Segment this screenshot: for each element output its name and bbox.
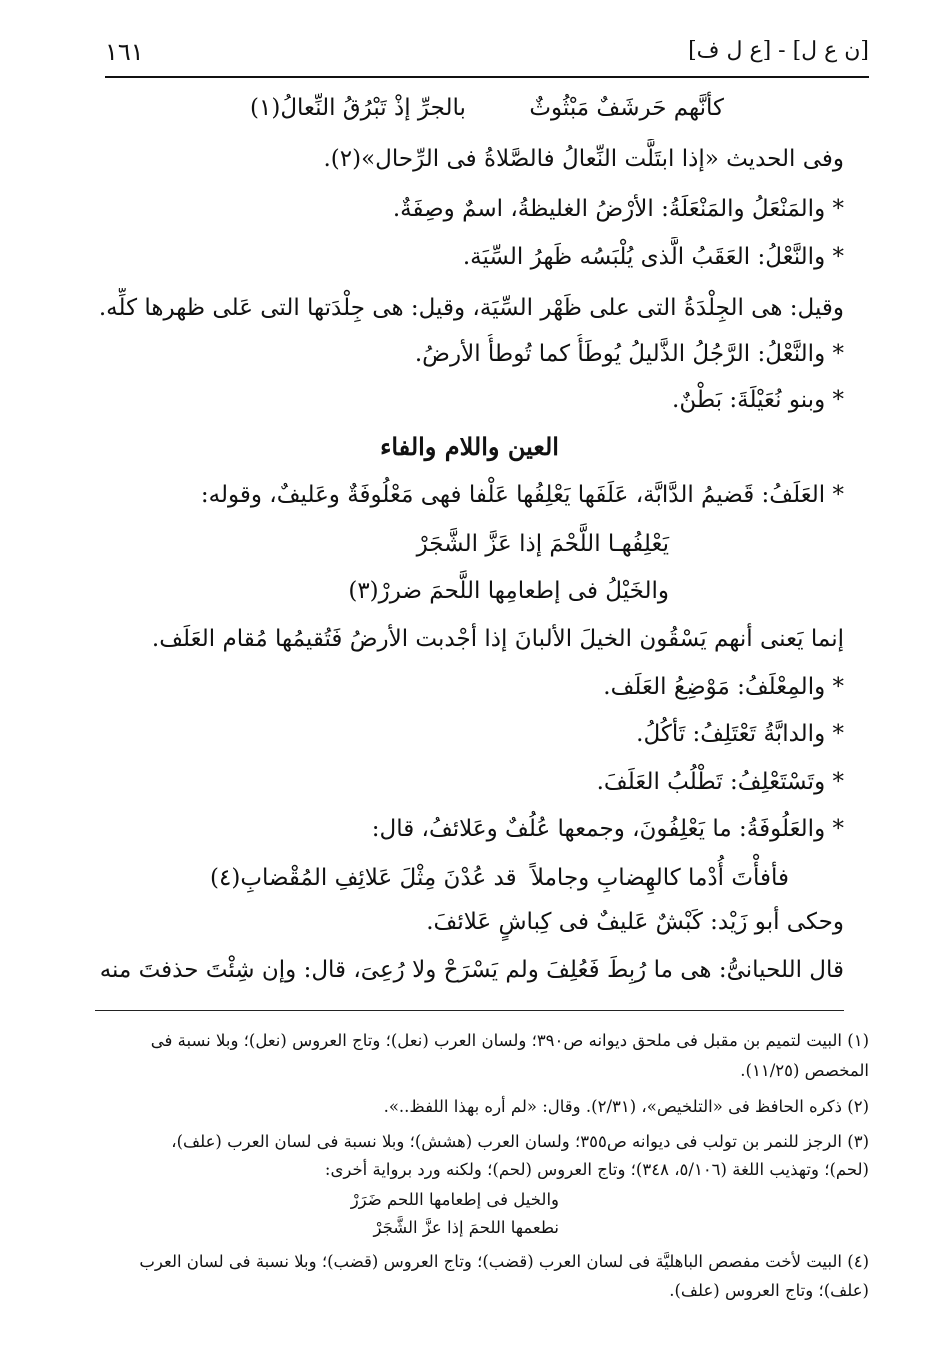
text-line: وفى الحديث «إذا ابتَلَّت النِّعالُ فالصَّلاةُ فى الرِّحال»(٢).	[323, 146, 844, 172]
footnote-line: (٤) البيت لأخت مفصص الباهليَّة فى لسان العرب (قضب)؛ وتاج العروس (قضب)؛ وبلا نسبة فى لسان العرب	[139, 1252, 869, 1271]
verse-hemistich: كأنَّهم حَرشَفٌ مَبْثُوثٌ	[529, 95, 724, 121]
entry-line: * والنَّعْلُ: العَقَبُ الَّذى يُلْبَسُه ظَهرُ السِّيَة.	[462, 244, 844, 270]
footnote-verse: والخيل فى إطعامها اللحم ضَرَرْ	[350, 1190, 559, 1209]
header-rule	[105, 76, 869, 78]
text-line: قال اللحيانىُّ: هى ما رُبِطَ فَعُلِفَ ولم يَسْرَحْ ولا رُعِىَ، قال: وإن شِئْتَ حذفتَ منه	[99, 957, 844, 983]
footnote-line: (١) البيت لتميم بن مقبل فى ملحق ديوانه ص٣٩٠؛ ولسان العرب (نعل)؛ وتاج العروس (نعل)؛ وبلا نسبة فى	[150, 1031, 869, 1050]
footnote-line: (٣) الرجز للنمر بن تولب فى ديوانه ص٣٥٥؛ ولسان العرب (هشش)؛ وبلا نسبة فى لسان العرب (علف)،	[171, 1132, 869, 1151]
entry-line: * وتَسْتَعْلِفُ: تَطْلُبُ العَلَفَ.	[596, 769, 844, 795]
text-line: وحكى أبو زَيْد: كَبْشٌ عَليفٌ فى كِباشٍ عَلائفَ.	[426, 909, 844, 935]
entry-line: * والمِعْلَفُ: مَوْضِعُ العَلَف.	[603, 674, 844, 700]
text-line: وقيل: هى الجِلْدَةُ التى على ظَهْر السِّيَة، وقيل: هى جِلْدَتها التى عَلى ظهرها كلِّه.	[98, 295, 844, 321]
footnote-line: المخصص (١١/٢٥).	[740, 1061, 869, 1080]
text-line: إنما يَعنى أنهم يَسْقُون الخيلَ الألبانَ إذا أجْدبت الأرضُ فَتُقيمُها مُقام العَلَف.	[151, 626, 844, 652]
entry-line: * وبنو نُعَيْلَةَ: بَطْنٌ.	[672, 387, 844, 413]
entry-line: * والدابَّةُ تَعْتَلِفُ: تَأكُلُ.	[636, 721, 844, 747]
entry-line: * والنَّعْلُ: الرَّجُلُ الذَّليلُ يُوطَأُ كما تُوطأُ الأرضُ.	[414, 341, 844, 367]
footnote-line: (٢) ذكره الحافظ فى «التلخيص»، (٢/٣١). وقال: «لم أره بهذا اللفظ..».	[383, 1097, 869, 1116]
footnote-separator	[95, 1010, 844, 1011]
section-heading: العين واللام والفاء	[380, 432, 559, 461]
page-number: ١٦١	[105, 38, 144, 66]
verse-hemistich: بالجرِّ إذْ تَبْرُقُ النِّعالُ(١)	[250, 95, 466, 121]
verse-hemistich: فأفأْتَ أُدْما كالهِضابِ وجاملاً	[530, 865, 789, 891]
entry-line: * والمَنْعَلُ والمَنْعَلَةُ: الأرْضُ الغليظةُ، اسمٌ وصِفَةٌ.	[392, 196, 844, 222]
running-head: [ن ع ل] - [ع ل ف]	[688, 38, 869, 63]
verse-line: يَعْلِفُهـا اللَّحْمَ إذا عَزَّ الشَّجَرْ	[416, 531, 669, 557]
verse-hemistich: قد عُدْنَ مِثْلَ عَلائِفِ المُقْضابِ(٤)	[210, 865, 517, 891]
footnote-verse: نطعمها اللحمَ إذا عزَّ الشَّجَرْ	[373, 1218, 559, 1237]
footnote-line: (علف)؛ وتاج العروس (علف).	[669, 1281, 869, 1300]
verse-line: والخَيْلُ فى إطعامِها اللَّحمَ ضررْ(٣)	[348, 578, 669, 604]
page-header	[105, 34, 869, 74]
entry-line: * العَلَفُ: قَضيمُ الدَّابَّة، عَلَفَها يَعْلِفُها عَلْفا فهى مَعْلُوفَةٌ وعَليفٌ، وقوله:	[200, 482, 844, 508]
footnote-line: (لحم)؛ وتهذيب اللغة (٥/١٠٦، ٣٤٨)؛ وتاج العروس (لحم)؛ ولكنه ورد برواية أخرى:	[324, 1160, 869, 1179]
entry-line: * والعَلُوفَةُ: ما يَعْلِفُونَ، وجمعها عُلُفٌ وعَلائفُ، قال:	[371, 816, 844, 842]
